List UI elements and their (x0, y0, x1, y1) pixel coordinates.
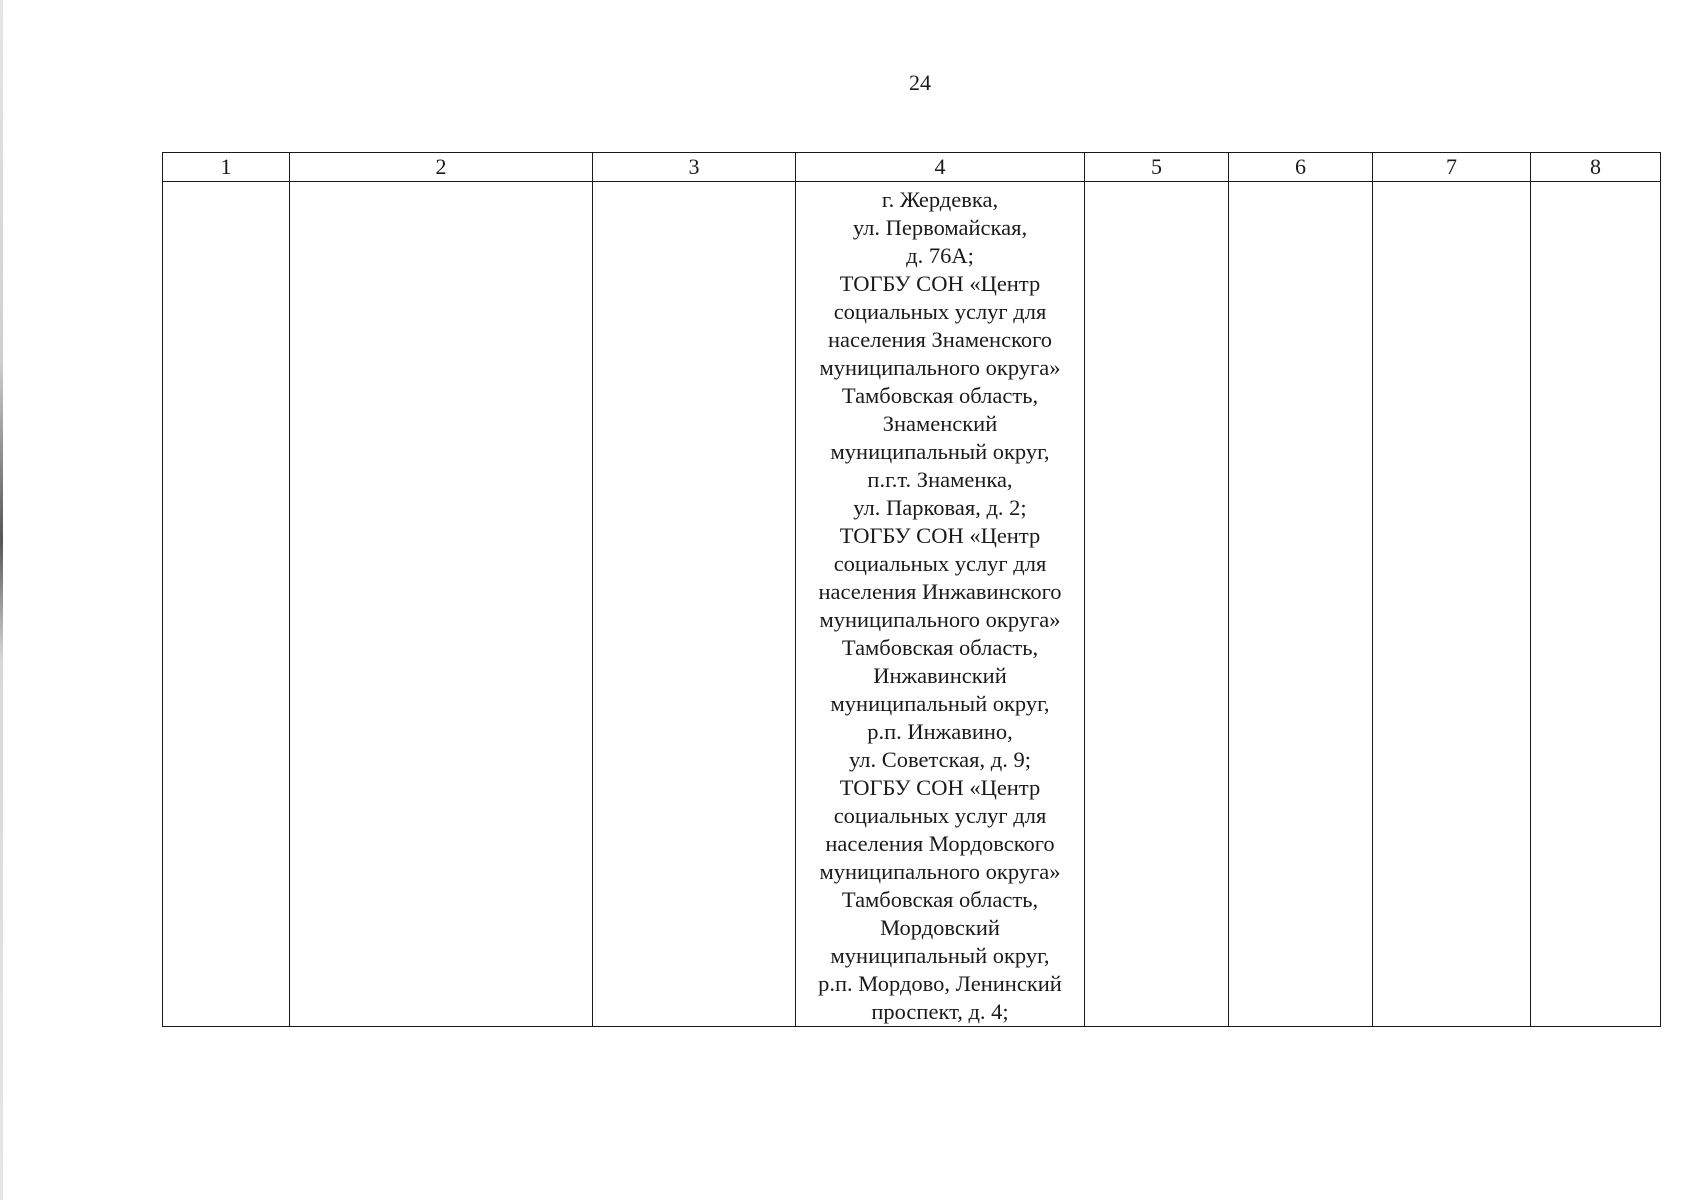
cell-col-5 (1085, 182, 1229, 1027)
address-line: муниципальный округ, (830, 691, 1050, 716)
address-line: ТОГБУ СОН «Центр (839, 271, 1041, 296)
address-line: р.п. Инжавино, (867, 719, 1013, 744)
address-line: Мордовский (880, 915, 1000, 940)
address-line: ул. Советская, д. 9; (849, 747, 1031, 772)
cell-col-3 (593, 182, 796, 1027)
header-row (163, 153, 1661, 182)
address-line: п.г.т. Знаменка, (867, 467, 1013, 492)
address-line: муниципального округа» (819, 607, 1061, 632)
column-header-4: 4 (796, 153, 1085, 182)
address-line: муниципальный округ, (830, 439, 1050, 464)
address-line: ул. Парковая, д. 2; (853, 495, 1027, 520)
address-line: населения Знаменского (827, 327, 1053, 352)
column-header-7: 7 (1373, 153, 1531, 182)
column-header-1: 1 (163, 153, 290, 182)
address-line: социальных услуг для (833, 299, 1047, 324)
address-line: населения Мордовского (825, 831, 1055, 856)
address-line: проспект, д. 4; (871, 999, 1009, 1024)
address-line: населения Инжавинского (818, 579, 1062, 604)
address-line: Тамбовская область, (841, 635, 1039, 660)
address-line: муниципальный округ, (830, 943, 1050, 968)
address-line: ТОГБУ СОН «Центр (839, 523, 1041, 548)
address-line: д. 76А; (906, 243, 974, 268)
cell-col-1 (163, 182, 290, 1027)
column-header-6: 6 (1229, 153, 1373, 182)
column-header-8: 8 (1531, 153, 1661, 182)
cell-col-8 (1531, 182, 1661, 1027)
document-table (162, 152, 1661, 1027)
cell-col-2 (290, 182, 593, 1027)
address-line: социальных услуг для (833, 803, 1047, 828)
column-header-3: 3 (593, 153, 796, 182)
address-line: Знаменский (882, 411, 998, 436)
address-line: г. Жердевка, (881, 187, 999, 212)
cell-col-6 (1229, 182, 1373, 1027)
address-line: муниципального округа» (819, 859, 1061, 884)
address-line: р.п. Мордово, Ленинский (818, 971, 1062, 996)
address-line: ул. Первомайская, (852, 215, 1028, 240)
address-line: Инжавинский (873, 663, 1007, 688)
scan-edge (0, 0, 3, 1200)
address-line: муниципального округа» (819, 355, 1061, 380)
cell-col-7 (1373, 182, 1531, 1027)
address-line: социальных услуг для (833, 551, 1047, 576)
column-header-5: 5 (1085, 153, 1229, 182)
address-line: Тамбовская область, (841, 383, 1039, 408)
table-row (163, 182, 1661, 1027)
address-line: Тамбовская область, (841, 887, 1039, 912)
cell-col-4 (796, 182, 1085, 1027)
address-line: ТОГБУ СОН «Центр (839, 775, 1041, 800)
column-header-2: 2 (290, 153, 593, 182)
address-list (796, 182, 1084, 1026)
page-number: 24 (909, 70, 931, 95)
